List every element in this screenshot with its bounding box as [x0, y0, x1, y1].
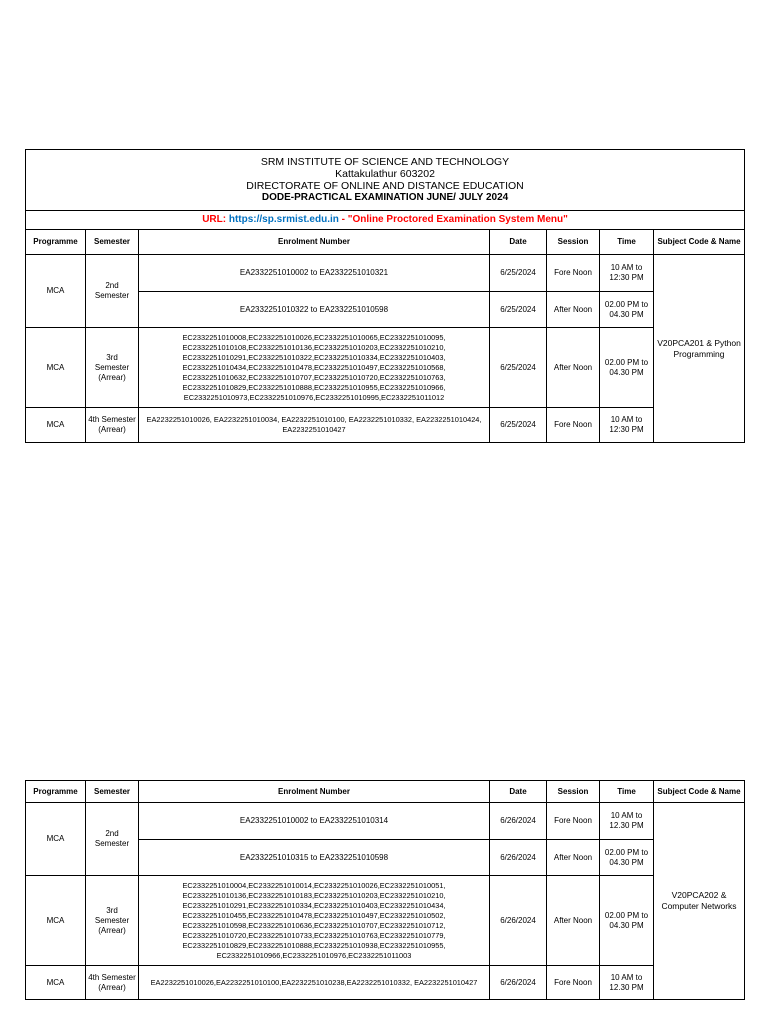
enrolment-cell: EC2332251010004,EC2332251010014,EC2332251010026,EC2332251010051, EC2332251010136,EC2332251010183,EC2332251010203,EC2332251010210, EC2332251010291,EC2332251010334,EC2332251010403,EC2332251010434, EC2332251010455,EC2332251010478,EC2332251010497,EC2332251010502, EC2332251010598,EC2332251010636,EC2332251010707,EC2332251010712, EC2332251010720,EC2332251010733,EC2332251010763,EC2332251010779, EC2332251010829,EC2332251010888,EC2332251010938,EC2332251010955, EC2332251010966,EC2332251010976,EC2332251011003: [139, 876, 490, 966]
time-cell: 02.00 PM to 04.30 PM: [600, 840, 654, 876]
enrolment-cell: EA2332251010002 to EA2332251010314: [139, 803, 490, 840]
semester-cell: 4th Semester (Arrear): [86, 408, 139, 443]
semester-cell: 4th Semester (Arrear): [86, 966, 139, 1000]
col-header-programme: Programme: [26, 781, 86, 803]
date-cell: 6/26/2024: [490, 803, 547, 840]
col-header-subject: Subject Code & Name: [654, 230, 745, 255]
session-cell: After Noon: [547, 292, 600, 328]
url-suffix: - "Online Proctored Examination System Menu": [338, 214, 568, 225]
session-cell: After Noon: [547, 876, 600, 966]
subject-cell: V20PCA202 & Computer Networks: [654, 803, 745, 1000]
time-cell: 02.00 PM to 04.30 PM: [600, 328, 654, 408]
col-header-programme: Programme: [26, 230, 86, 255]
semester-cell: 3rd Semester (Arrear): [86, 876, 139, 966]
session-cell: Fore Noon: [547, 408, 600, 443]
col-header-semester: Semester: [86, 230, 139, 255]
time-cell: 10 AM to 12:30 PM: [600, 255, 654, 292]
date-cell: 6/26/2024: [490, 966, 547, 1000]
session-cell: After Noon: [547, 840, 600, 876]
enrolment-cell: EC2332251010008,EC2332251010026,EC2332251010065,EC2332251010095, EC2332251010108,EC2332251010136,EC2332251010203,EC2332251010210, EC2332251010291,EC2332251010322,EC2332251010334,EC2332251010403, EC2332251010434,EC2332251010478,EC2332251010497,EC2332251010568, EC2332251010632,EC2332251010707,EC2332251010720,EC2332251010763, EC2332251010829,EC2332251010888,EC2332251010955,EC2332251010966, EC2332251010973,EC2332251010976,EC2332251010995,EC2332251011012: [139, 328, 490, 408]
url-line: [26, 211, 745, 230]
exam-title: DODE-PRACTICAL EXAMINATION JUNE/ JULY 2024: [261, 192, 509, 203]
exam-schedule-table-1: [25, 149, 745, 443]
institute-location: Kattakulathur 603202: [335, 168, 435, 180]
directorate-name: DIRECTORATE OF ONLINE AND DISTANCE EDUCATION: [246, 180, 524, 192]
col-header-time: Time: [600, 230, 654, 255]
time-cell: 02.00 PM to 04.30 PM: [600, 292, 654, 328]
session-cell: After Noon: [547, 328, 600, 408]
exam-url-link[interactable]: https://sp.srmist.edu.in: [228, 214, 339, 225]
semester-cell: 3rd Semester (Arrear): [86, 328, 139, 408]
table-row: [26, 255, 745, 292]
col-header-enrolment: Enrolment Number: [139, 230, 490, 255]
date-cell: 6/25/2024: [490, 408, 547, 443]
session-cell: Fore Noon: [547, 803, 600, 840]
enrolment-cell: EA2332251010002 to EA2332251010321: [139, 255, 490, 292]
semester-cell: 2nd Semester: [86, 803, 139, 876]
table-header-row: [26, 230, 745, 255]
time-cell: 02.00 PM to 04.30 PM: [600, 876, 654, 966]
col-header-session: Session: [547, 781, 600, 803]
institute-name: SRM INSTITUTE OF SCIENCE AND TECHNOLOGY: [260, 156, 510, 168]
programme-cell: MCA: [26, 803, 86, 876]
semester-cell: 2nd Semester: [86, 255, 139, 328]
session-cell: Fore Noon: [547, 255, 600, 292]
col-header-time: Time: [600, 781, 654, 803]
date-cell: 6/26/2024: [490, 840, 547, 876]
enrolment-cell: EA2332251010315 to EA2332251010598: [139, 840, 490, 876]
enrolment-cell: EA2232251010026, EA2232251010034, EA2232251010100, EA2232251010332, EA2232251010424, EA2232251010427: [139, 408, 490, 443]
table-row: [26, 876, 745, 966]
date-cell: 6/25/2024: [490, 328, 547, 408]
date-cell: 6/26/2024: [490, 876, 547, 966]
exam-schedule-block-1: [25, 149, 744, 443]
date-cell: 6/25/2024: [490, 292, 547, 328]
time-cell: 10 AM to 12.30 PM: [600, 966, 654, 1000]
col-header-session: Session: [547, 230, 600, 255]
table-row: [26, 408, 745, 443]
col-header-date: Date: [490, 781, 547, 803]
time-cell: 10 AM to 12:30 PM: [600, 408, 654, 443]
programme-cell: MCA: [26, 328, 86, 408]
programme-cell: MCA: [26, 876, 86, 966]
table-row: [26, 966, 745, 1000]
enrolment-cell: EA2232251010026,EA2232251010100,EA2232251010238,EA2232251010332, EA2232251010427: [139, 966, 490, 1000]
exam-schedule-block-2: [25, 780, 744, 1000]
exam-schedule-table-2: [25, 780, 745, 1000]
table-row: [26, 328, 745, 408]
session-cell: Fore Noon: [547, 966, 600, 1000]
time-cell: 10 AM to 12.30 PM: [600, 803, 654, 840]
enrolment-cell: EA2332251010322 to EA2332251010598: [139, 292, 490, 328]
subject-cell: V20PCA201 & Python Programming: [654, 255, 745, 443]
col-header-enrolment: Enrolment Number: [139, 781, 490, 803]
col-header-date: Date: [490, 230, 547, 255]
col-header-subject: Subject Code & Name: [654, 781, 745, 803]
col-header-semester: Semester: [86, 781, 139, 803]
url-prefix: URL:: [202, 214, 229, 225]
programme-cell: MCA: [26, 966, 86, 1000]
programme-cell: MCA: [26, 255, 86, 328]
table-row: [26, 803, 745, 840]
table-header-row: [26, 781, 745, 803]
programme-cell: MCA: [26, 408, 86, 443]
date-cell: 6/25/2024: [490, 255, 547, 292]
document-header: [26, 150, 745, 211]
